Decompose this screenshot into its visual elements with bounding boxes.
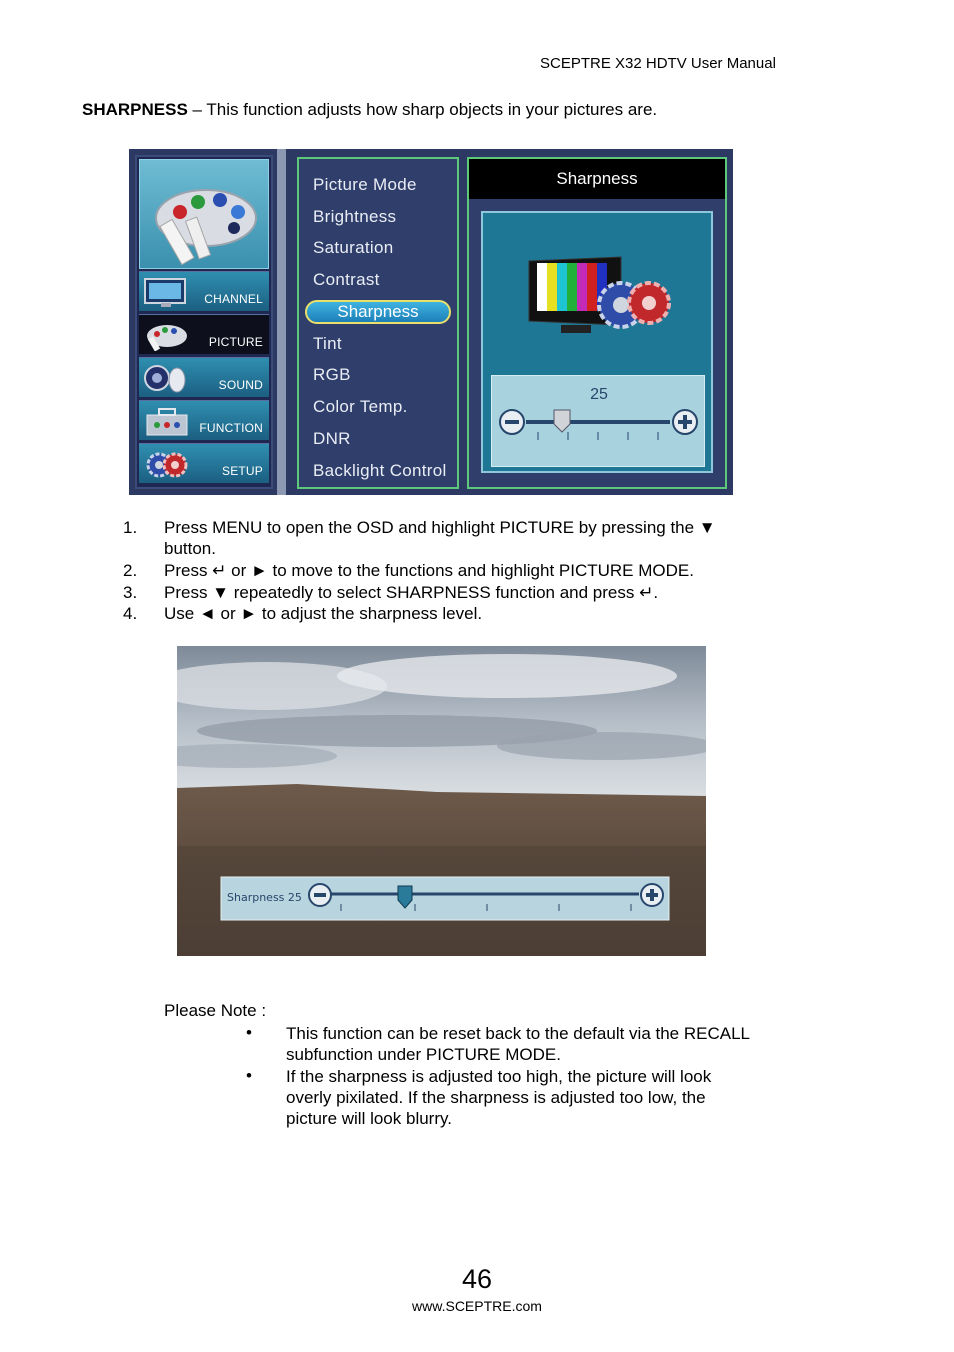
category-label-setup: SETUP <box>221 464 263 478</box>
menu-item-color-temp[interactable]: Color Temp. <box>313 397 408 416</box>
menu-item-backlight-control[interactable]: Backlight Control <box>313 461 447 480</box>
step-text: Press MENU to open the OSD and highlight PICTURE by pressing the ▼ <box>164 518 716 537</box>
intro-text: – This function adjusts how sharp objects in your pictures are. <box>187 100 658 119</box>
category-label-picture: PICTURE <box>208 335 263 349</box>
note-section <box>164 1001 750 1128</box>
note-heading: Please Note : <box>164 1001 267 1020</box>
tv-gears-icon <box>525 255 675 341</box>
bar-minus-icon[interactable] <box>309 884 331 906</box>
step-number: 2. <box>123 561 138 580</box>
speaker-icon <box>143 362 191 394</box>
palette-icon <box>139 159 269 269</box>
menu-item-sharpness-selected[interactable]: Sharpness <box>305 300 451 324</box>
bar-plus-icon[interactable] <box>641 884 663 906</box>
footer-website: www.SCEPTRE.com <box>412 1298 542 1314</box>
menu-item-contrast[interactable]: Contrast <box>313 270 380 289</box>
onscreen-sharpness-bar <box>221 877 669 920</box>
menu-item-saturation[interactable]: Saturation <box>313 238 394 257</box>
plus-icon[interactable] <box>673 410 697 434</box>
manual-header: SCEPTRE X32 HDTV User Manual <box>540 55 776 72</box>
step-text: Press ↵ or ► to move to the functions and highlight PICTURE MODE. <box>164 561 694 580</box>
step-number: 3. <box>123 583 138 602</box>
category-picture[interactable] <box>139 314 269 354</box>
minus-icon[interactable] <box>500 410 524 434</box>
menu-item-rgb[interactable]: RGB <box>313 365 351 384</box>
category-label-sound: SOUND <box>218 378 263 392</box>
osd-function-list <box>297 157 459 489</box>
bullet-dot: • <box>246 1023 252 1042</box>
category-label-function: FUNCTION <box>199 421 263 435</box>
column-divider <box>277 149 286 495</box>
panel-title: Sharpness <box>469 159 725 199</box>
toolbox-icon <box>143 405 191 437</box>
step-number: 4. <box>123 604 138 623</box>
sharpness-slider-box <box>491 375 705 467</box>
step-text: Use ◄ or ► to adjust the sharpness level. <box>164 604 483 623</box>
menu-item-dnr[interactable]: DNR <box>313 429 351 448</box>
landscape-photo <box>177 646 706 956</box>
menu-item-brightness[interactable]: Brightness <box>313 207 397 226</box>
gears-icon <box>143 448 191 480</box>
step-text-cont: button. <box>164 539 216 558</box>
menu-item-tint[interactable]: Tint <box>313 334 342 353</box>
osd-detail-panel <box>467 157 727 489</box>
category-setup[interactable] <box>139 443 269 483</box>
osd-menu-figure <box>129 149 733 495</box>
slider-value: 25 <box>590 386 608 403</box>
intro-term: SHARPNESS <box>82 100 188 119</box>
category-function[interactable] <box>139 400 269 440</box>
step-text: Press ▼ repeatedly to select SHARPNESS function and press ↵. <box>164 583 659 602</box>
category-label-channel: CHANNEL <box>204 292 263 306</box>
intro-paragraph <box>82 100 657 120</box>
step-number: 1. <box>123 518 138 537</box>
slider-thumb[interactable] <box>554 410 570 432</box>
palette-small-icon <box>143 319 191 351</box>
bullet-text: This function can be reset back to the default via the RECALL subfunction under PICTURE MODE. <box>286 1024 750 1064</box>
bullet-dot: • <box>246 1066 252 1085</box>
category-sound[interactable] <box>139 357 269 397</box>
category-channel[interactable] <box>139 271 269 311</box>
panel-body <box>481 211 713 473</box>
tv-icon <box>143 276 191 308</box>
osd-slider[interactable] <box>492 404 706 444</box>
bar-label: Sharpness 25 <box>227 891 302 904</box>
page-number: 46 <box>461 1264 493 1294</box>
bullet-text: If the sharpness is adjusted too high, the picture will look overly pixilated. If the sharpness is adjusted too low, the picture will look blurry. <box>286 1067 712 1128</box>
osd-category-column <box>135 155 273 489</box>
menu-item-picture-mode[interactable]: Picture Mode <box>313 175 417 194</box>
